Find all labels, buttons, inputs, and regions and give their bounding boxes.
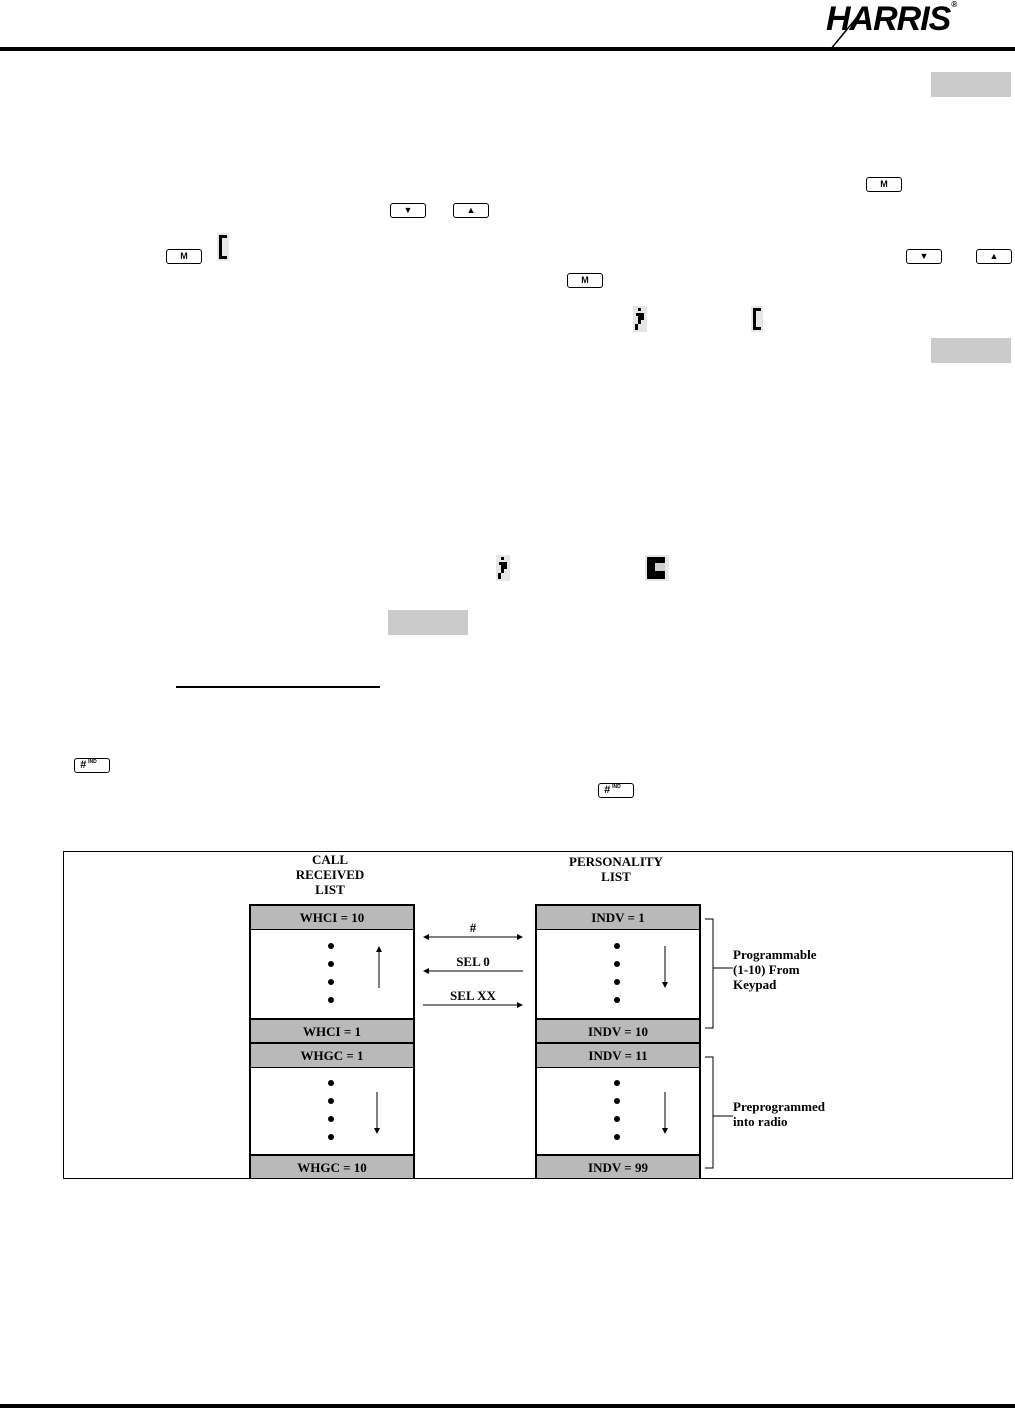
display-figure-glyph-icon <box>633 306 647 332</box>
company-logo <box>826 0 956 39</box>
down-key-icon: ▼ <box>390 203 426 218</box>
menu-key-icon: M <box>567 273 603 288</box>
display-bracket-glyph-icon <box>751 306 763 332</box>
ellipsis-dot <box>614 1134 620 1140</box>
ellipsis-dot <box>614 979 620 985</box>
label-line: Preprogrammed <box>733 1099 825 1114</box>
hash-key-sup: IND <box>88 759 97 765</box>
logo-text: HARRIS <box>826 0 951 38</box>
list-row: INDV = 1 <box>537 906 699 930</box>
header-rule <box>0 47 1015 51</box>
hash-ind-key-icon <box>74 758 110 773</box>
menu-key-icon: M <box>866 177 902 192</box>
menu-key-icon: M <box>166 249 202 264</box>
arrow-label-hash: # <box>469 920 477 935</box>
personality-list <box>535 904 701 1178</box>
heading-line: LIST <box>601 869 631 884</box>
display-block-glyph-icon <box>645 555 669 581</box>
ellipsis-dot <box>614 1080 620 1086</box>
arrow-label-selxx: SEL XX <box>450 988 496 1003</box>
section-tab-3 <box>388 610 468 635</box>
call-received-list-heading <box>250 852 410 897</box>
heading-line: RECEIVED <box>295 867 365 882</box>
hash-ind-key-icon <box>598 783 634 798</box>
footer-rule <box>0 1404 1015 1408</box>
ellipsis-dot <box>328 1080 334 1086</box>
heading-line: PERSONALITY <box>569 854 663 869</box>
ellipsis-dot <box>328 1098 334 1104</box>
list-diagram-figure <box>63 851 1013 1179</box>
section-tab-1 <box>931 72 1011 97</box>
ellipsis-dot <box>614 943 620 949</box>
label-line: Keypad <box>733 977 777 992</box>
list-row: INDV = 10 <box>537 1018 699 1042</box>
section-tab-2 <box>931 338 1011 363</box>
list-row: INDV = 11 <box>537 1042 699 1068</box>
display-figure-glyph-icon <box>496 555 510 581</box>
ellipsis-dot <box>614 1098 620 1104</box>
double-arrow-icon <box>423 932 523 942</box>
section-underline <box>176 686 380 688</box>
ellipsis-dot <box>614 1116 620 1122</box>
arrow-up-icon <box>375 946 383 988</box>
ellipsis-dot <box>328 1134 334 1140</box>
down-key-icon: ▼ <box>906 249 942 264</box>
ellipsis-dot <box>614 997 620 1003</box>
registered-mark: ® <box>951 0 957 9</box>
ellipsis-dot <box>614 961 620 967</box>
arrow-label-sel0: SEL 0 <box>456 954 490 969</box>
label-line: Programmable <box>733 947 817 962</box>
hash-key-label: # <box>604 784 611 796</box>
up-key-icon: ▲ <box>976 249 1012 264</box>
arrow-down-icon <box>373 1092 381 1134</box>
list-row: WHCI = 1 <box>251 1018 413 1042</box>
heading-line: LIST <box>315 882 345 897</box>
bracket-programmable-icon <box>705 918 735 1030</box>
ellipsis-dot <box>328 997 334 1003</box>
ellipsis-dot <box>328 961 334 967</box>
call-received-list <box>249 904 415 1178</box>
arrow-down-icon <box>661 1092 669 1134</box>
list-row: WHGC = 1 <box>251 1042 413 1068</box>
ellipsis-dot <box>328 979 334 985</box>
ellipsis-dot <box>328 1116 334 1122</box>
bracket-preprogrammed-icon <box>705 1056 735 1170</box>
preprogrammed-label <box>733 1099 825 1129</box>
label-line: into radio <box>733 1114 788 1129</box>
list-row: WHCI = 10 <box>251 906 413 930</box>
personality-list-heading <box>536 854 696 884</box>
heading-line: CALL <box>311 852 349 867</box>
programmable-label <box>733 947 817 992</box>
arrow-down-icon <box>661 946 669 988</box>
label-line: (1-10) From <box>733 962 800 977</box>
hash-key-label: # <box>80 759 87 771</box>
up-key-icon: ▲ <box>453 203 489 218</box>
arrow-right-icon <box>423 1000 523 1010</box>
list-row: WHGC = 10 <box>251 1154 413 1178</box>
ellipsis-dot <box>328 943 334 949</box>
display-bracket-glyph-icon <box>217 233 229 261</box>
arrow-left-icon <box>423 966 523 976</box>
hash-key-sup: IND <box>612 784 621 790</box>
list-row: INDV = 99 <box>537 1154 699 1178</box>
